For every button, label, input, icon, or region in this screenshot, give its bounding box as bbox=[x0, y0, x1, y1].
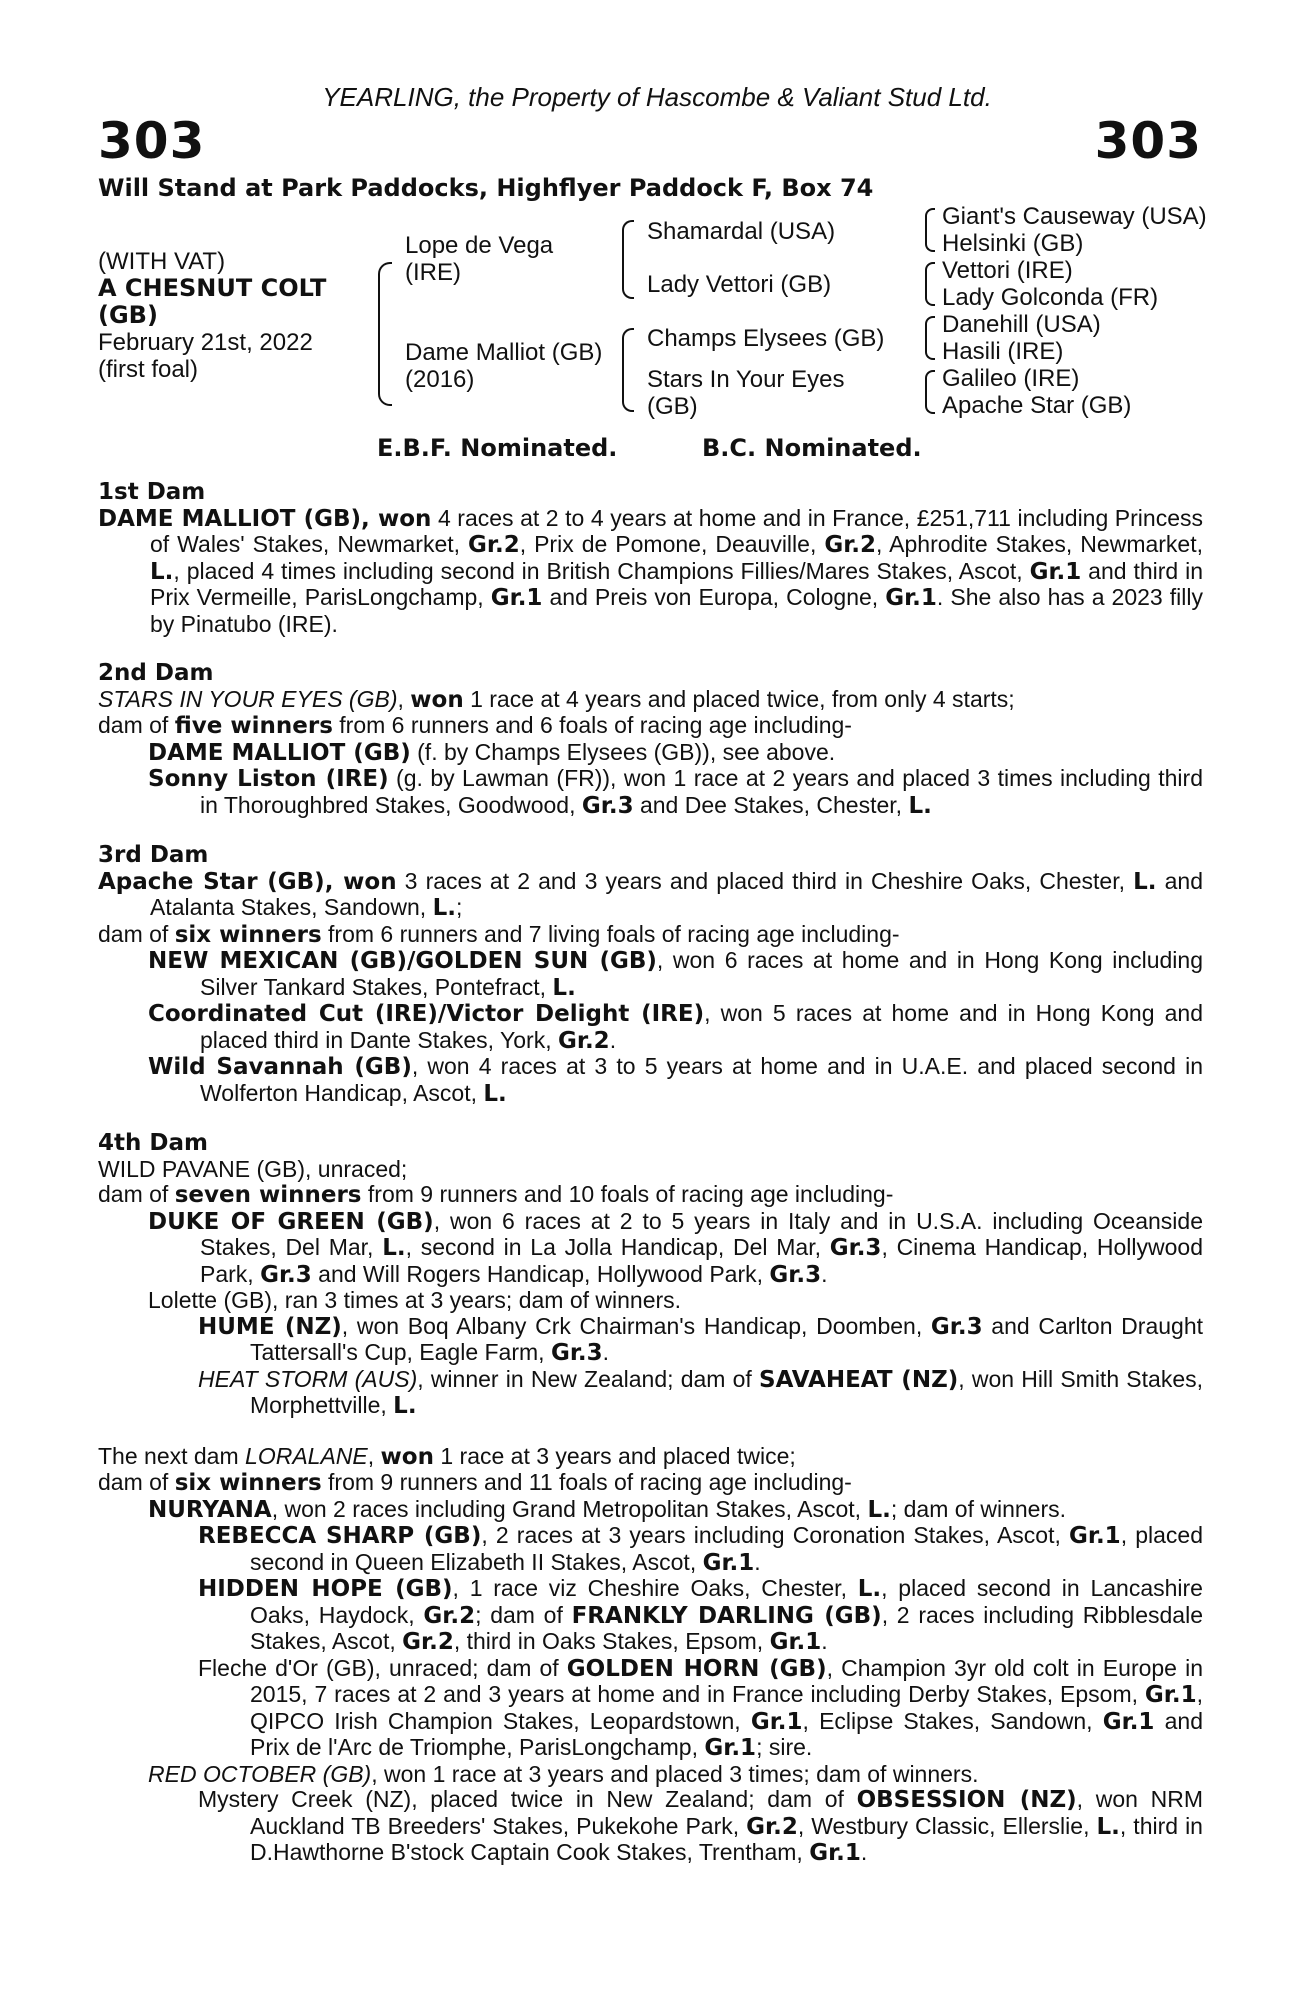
produce-item: Mystery Creek (NZ), placed twice in New Zealand; dam of OBSESSION (NZ), won NRM Auckland TB Breeders' Stakes, Pukekohe Park, Gr.2, Westbury Classic, Ellerslie, L., third in D.Hawthorne B'stock Captain Cook Stakes, Trentham, Gr.1. bbox=[198, 1786, 1203, 1866]
produce-item: HUME (NZ), won Boq Albany Crk Chairman's Handicap, Doomben, Gr.3 and Carlton Draught Tattersall's Cup, Eagle Farm, Gr.3. bbox=[198, 1312, 1204, 1366]
dam-dam-line2: (GB) bbox=[647, 393, 698, 420]
pedigree-brace-dam bbox=[622, 328, 634, 412]
sire-dam: Lady Vettori (GB) bbox=[647, 271, 832, 298]
pedigree-brace-ss bbox=[925, 208, 935, 252]
third-dam-produce: dam of six winners from 6 runners and 7 living foals of racing age including- bbox=[98, 920, 900, 948]
dds: Galileo (IRE) bbox=[942, 365, 1080, 392]
sdd: Lady Golconda (FR) bbox=[942, 284, 1159, 311]
horse-foal-note: (first foal) bbox=[98, 356, 199, 383]
dsd: Hasili (IRE) bbox=[942, 338, 1064, 365]
produce-item: NEW MEXICAN (GB)/GOLDEN SUN (GB), won 6 races at home and in Hong Kong including Silver Tankard Stakes, Pontefract, L. bbox=[148, 947, 1204, 1001]
produce-item: Fleche d'Or (GB), unraced; dam of GOLDEN HORN (GB), Champion 3yr old colt in Europe in 2015, 7 races at 2 and 3 years at home and in France including Derby Stakes, Epsom, Gr.1, QIPCO Irish Champion Stakes, Leopardstown, Gr.1, Eclipse Stakes, Sandown, Gr.1 and Prix de l'Arc de Triomphe, ParisLongchamp, Gr.1; sire. bbox=[198, 1654, 1203, 1761]
horse-name-line2: (GB) bbox=[98, 301, 158, 329]
pedigree-brace-main bbox=[378, 262, 392, 406]
dam-dam-line1: Stars In Your Eyes bbox=[647, 366, 845, 393]
ddd: Apache Star (GB) bbox=[942, 392, 1132, 419]
first-dam-heading: 1st Dam bbox=[98, 479, 206, 505]
first-dam-record: DAME MALLIOT (GB), won 4 races at 2 to 4 years at home and in France, £251,711 including Princess of Wales' Stakes, Newmarket, Gr.2, Prix de Pomone, Deauville, Gr.2, Aphrodite Stakes, Newmarket, L., placed 4 times including second in British Champions Fillies/Mares Stakes, Ascot, Gr.1 and third in Prix Vermeille, ParisLongchamp, Gr.1 and Preis von Europa, Cologne, Gr.1. She also has a 2023 filly by Pinatubo (IRE). bbox=[98, 504, 1204, 637]
lot-number-left: 303 bbox=[98, 112, 206, 170]
produce-item: DAME MALLIOT (GB) (f. by Champs Elysees (GB)), see above. bbox=[148, 738, 836, 766]
sire-line1: Lope de Vega bbox=[405, 232, 554, 259]
dam-line1: Dame Malliot (GB) bbox=[405, 339, 603, 366]
produce-item: RED OCTOBER (GB), won 1 race at 3 years and placed 3 times; dam of winners. bbox=[148, 1760, 979, 1787]
sire-sire: Shamardal (USA) bbox=[647, 218, 836, 245]
produce-item: REBECCA SHARP (GB), 2 races at 3 years including Coronation Stakes, Ascot, Gr.1, placed second in Queen Elizabeth II Stakes, Ascot, Gr.1. bbox=[198, 1522, 1203, 1576]
second-dam-produce: dam of five winners from 6 runners and 6 foals of racing age including- bbox=[98, 712, 852, 739]
lot-subtitle: YEARLING, the Property of Hascombe & Valiant Stud Ltd. bbox=[322, 82, 992, 112]
second-dam-record: STARS IN YOUR EYES (GB), won 1 race at 4 years and placed twice, from only 4 starts; bbox=[98, 685, 1015, 713]
horse-name-line1: A CHESNUT COLT bbox=[98, 274, 327, 302]
dam-produce-record bbox=[98, 480, 1203, 1867]
produce-item: HEAT STORM (AUS), winner in New Zealand; dam of SAVAHEAT (NZ), won Hill Smith Stakes, Morphettville, L. bbox=[198, 1365, 1204, 1419]
produce-item: NURYANA, won 2 races including Grand Metropolitan Stakes, Ascot, L.; dam of winners. bbox=[148, 1495, 1066, 1523]
vat-note: (WITH VAT) bbox=[98, 248, 226, 275]
sss: Giant's Causeway (USA) bbox=[942, 203, 1207, 230]
next-dam-produce: dam of six winners from 9 runners and 11 foals of racing age including- bbox=[98, 1469, 852, 1496]
sire-line2: (IRE) bbox=[405, 259, 461, 286]
bc-nominated: B.C. Nominated. bbox=[702, 434, 922, 462]
third-dam-heading: 3rd Dam bbox=[98, 842, 209, 868]
pedigree-brace-sire bbox=[622, 220, 634, 299]
produce-item: Sonny Liston (IRE) (g. by Lawman (FR)), won 1 race at 2 years and placed 3 times including third in Thoroughbred Stakes, Goodwood, Gr.3 and Dee Stakes, Chester, L. bbox=[148, 765, 1203, 819]
fourth-dam-produce: dam of seven winners from 9 runners and 10 foals of racing age including- bbox=[98, 1181, 894, 1208]
stand-location: Will Stand at Park Paddocks, Highflyer Paddock F, Box 74 bbox=[98, 174, 874, 202]
third-dam-record: Apache Star (GB), won 3 races at 2 and 3 years and placed third in Cheshire Oaks, Chester, L. and Atalanta Stakes, Sandown, L.; bbox=[98, 867, 1203, 921]
produce-item: Coordinated Cut (IRE)/Victor Delight (IRE), won 5 races at home and in Hong Kong and placed third in Dante Stakes, York, Gr.2. bbox=[148, 1000, 1203, 1054]
pedigree-brace-dd bbox=[925, 370, 935, 414]
ebf-nominated: E.B.F. Nominated. bbox=[377, 434, 618, 462]
produce-item: Wild Savannah (GB), won 4 races at 3 to 5 years at home and in U.A.E. and placed second in Wolferton Handicap, Ascot, L. bbox=[148, 1053, 1203, 1107]
produce-item: DUKE OF GREEN (GB), won 6 races at 2 to 5 years in Italy and in U.S.A. including Oceanside Stakes, Del Mar, L., second in La Jolla Handicap, Del Mar, Gr.3, Cinema Handicap, Hollywood Park, Gr.3 and Will Rogers Handicap, Hollywood Park, Gr.3. bbox=[148, 1207, 1203, 1288]
dam-line2: (2016) bbox=[405, 366, 475, 393]
ssd: Helsinki (GB) bbox=[942, 230, 1084, 257]
produce-item: HIDDEN HOPE (GB), 1 race viz Cheshire Oaks, Chester, L., placed second in Lancashire Oaks, Haydock, Gr.2; dam of FRANKLY DARLING (GB), 2 races including Ribblesdale Stakes, Ascot, Gr.2, third in Oaks Stakes, Epsom, Gr.1. bbox=[198, 1575, 1203, 1655]
dss: Danehill (USA) bbox=[942, 311, 1101, 338]
fourth-dam-heading: 4th Dam bbox=[98, 1130, 208, 1156]
dam-sire: Champs Elysees (GB) bbox=[647, 325, 885, 352]
second-dam-heading: 2nd Dam bbox=[98, 660, 214, 686]
produce-item: Lolette (GB), ran 3 times at 3 years; dam of winners. bbox=[148, 1287, 682, 1313]
sds: Vettori (IRE) bbox=[942, 257, 1073, 284]
lot-number-right: 303 bbox=[1094, 112, 1202, 170]
next-dam-record: The next dam LORALANE, won 1 race at 3 years and placed twice; bbox=[98, 1442, 796, 1470]
pedigree-brace-ds bbox=[925, 316, 935, 360]
pedigree-brace-sd bbox=[925, 262, 935, 306]
horse-dob: February 21st, 2022 bbox=[98, 329, 313, 356]
fourth-dam-record: WILD PAVANE (GB), unraced; bbox=[98, 1155, 408, 1182]
